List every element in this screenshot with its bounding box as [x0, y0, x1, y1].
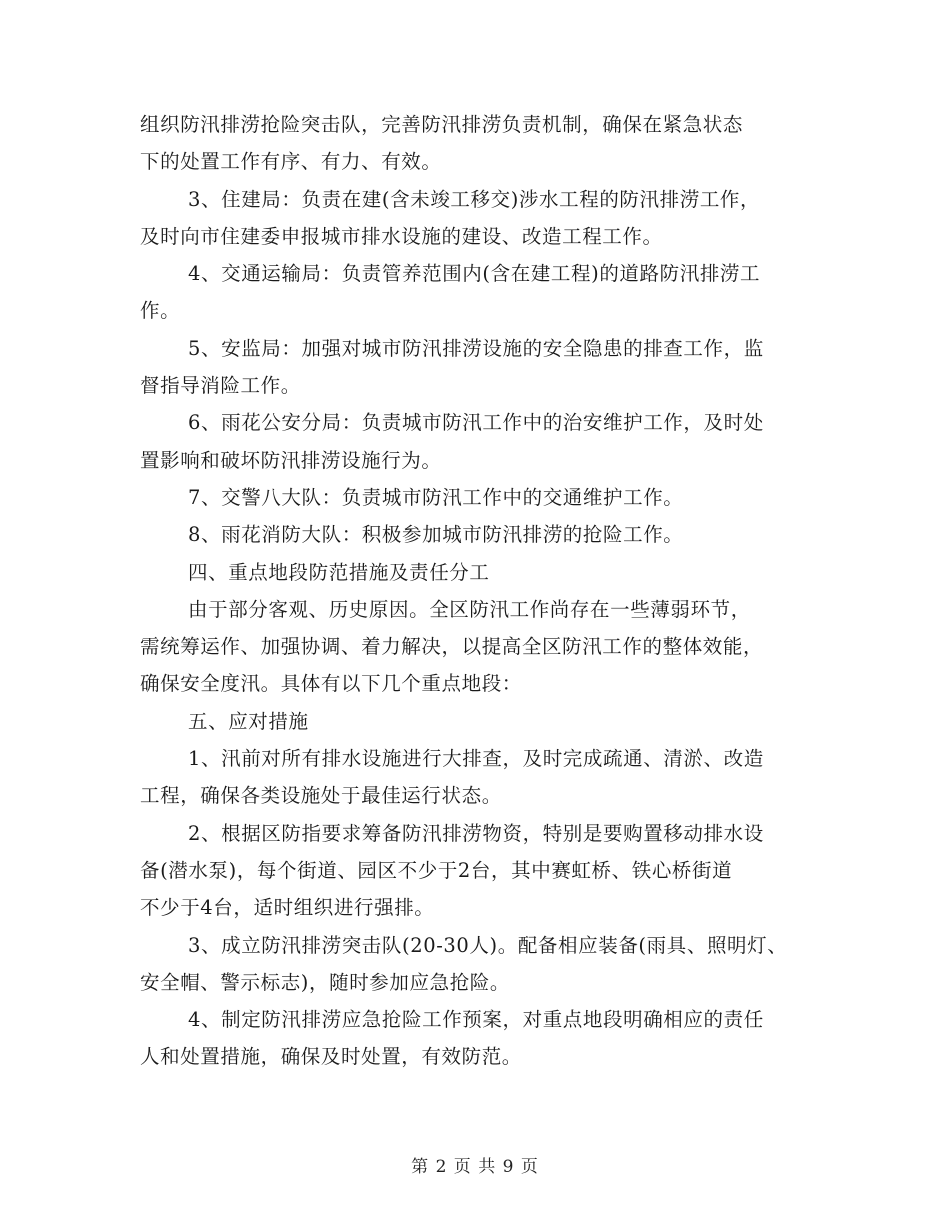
text-line: 4、制定防汛排涝应急抢险工作预案，对重点地段明确相应的责任: [188, 1008, 764, 1032]
text-line: 人和处置措施，确保及时处置，有效防范。: [140, 1045, 522, 1069]
document-body: [140, 106, 820, 1076]
page-footer: [0, 1152, 950, 1177]
text-line: 8、雨花消防大队：积极参加城市防汛排涝的抢险工作。: [188, 523, 684, 547]
text-line: 2、根据区防指要求筹备防汛排涝物资，特别是要购置移动排水设: [188, 821, 764, 845]
text-line: 3、住建局：负责在建(含未竣工移交)涉水工程的防汛排涝工作，: [188, 187, 761, 211]
text-line: 需统筹运作、加强协调、着力解决，以提高全区防汛工作的整体效能，: [140, 635, 764, 659]
footer-suffix: 页: [520, 1157, 539, 1177]
text-line: 组织防汛排涝抢险突击队，完善防汛排涝负责机制，确保在紧急状态: [140, 113, 744, 136]
text-line: 确保安全度汛。具体有以下几个重点地段：: [140, 672, 522, 696]
text-line: 7、交警八大队：负责城市防汛工作中的交通维护工作。: [188, 485, 684, 509]
text-line: 五、应对措施: [188, 709, 309, 733]
text-line: 1、汛前对所有排水设施进行大排查，及时完成疏通、清淤、改造: [188, 747, 764, 771]
text-line: 不少于4台，适时组织进行强排。: [140, 896, 435, 920]
text-line: 安全帽、警示标志)，随时参加应急抢险。: [140, 970, 511, 994]
footer-total-pages: 9: [502, 1157, 515, 1177]
text-line: 工程，确保各类设施处于最佳运行状态。: [140, 784, 502, 808]
text-line: 3、成立防汛排涝突击队(20-30人)。配备相应装备(雨具、照明灯、: [188, 933, 788, 957]
text-line: 由于部分客观、历史原因。全区防汛工作尚存在一些薄弱环节，: [188, 597, 751, 621]
text-line: 作。: [140, 299, 181, 323]
text-line: 6、雨花公安分局：负责城市防汛工作中的治安维护工作，及时处: [188, 411, 764, 435]
text-line: 及时向市住建委申报城市排水设施的建设、改造工程工作。: [140, 224, 663, 248]
text-line: 下的处置工作有序、有力、有效。: [140, 150, 442, 174]
text-line: 4、交通运输局：负责管养范围内(含在建工程)的道路防汛排涝工: [188, 262, 761, 286]
footer-prefix: 第: [411, 1157, 430, 1177]
footer-current-page: 2: [435, 1157, 448, 1177]
text-line: 四、重点地段防范措施及责任分工: [188, 560, 490, 584]
text-line: 督指导消险工作。: [140, 374, 301, 398]
text-line: 备(潜水泵)，每个街道、园区不少于2台，其中赛虹桥、铁心桥街道: [140, 858, 733, 882]
text-line: 置影响和破坏防汛排涝设施行为。: [140, 448, 442, 472]
text-line: 5、安监局：加强对城市防汛排涝设施的安全隐患的排查工作，监: [188, 336, 764, 360]
footer-middle: 页 共: [453, 1157, 497, 1177]
